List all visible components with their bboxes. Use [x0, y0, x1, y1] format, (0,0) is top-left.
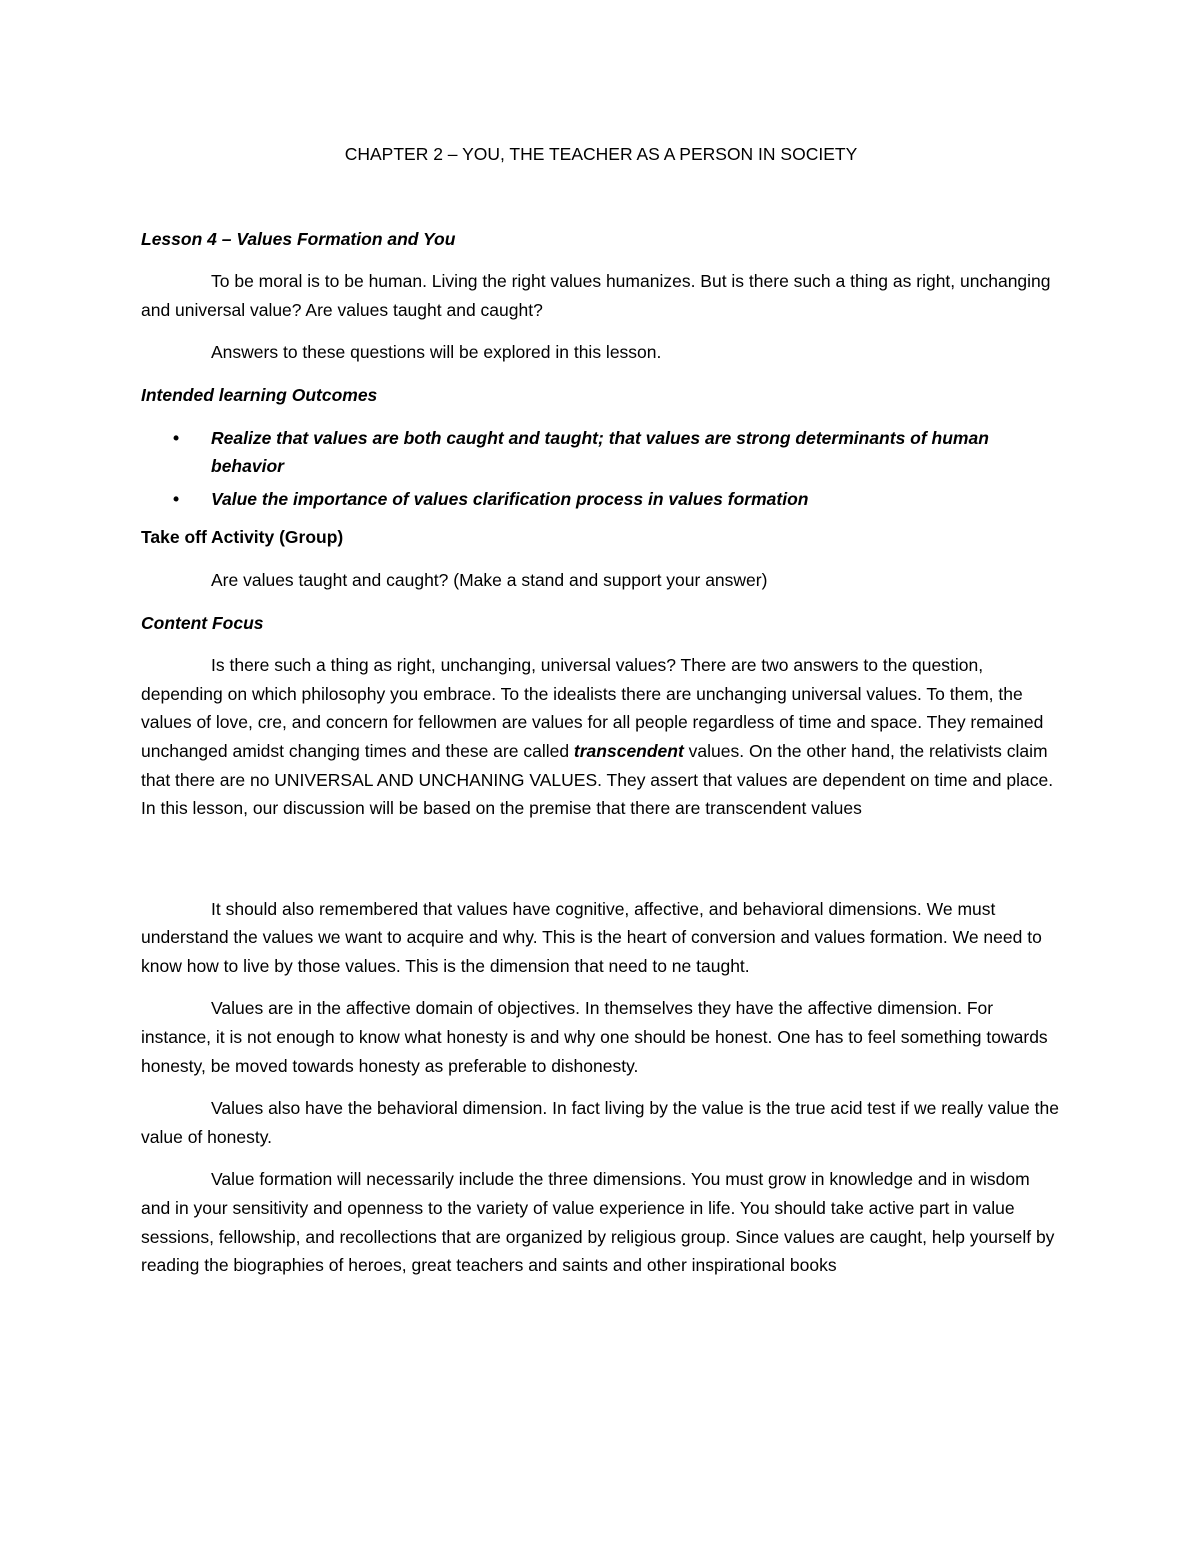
intro-answers: Answers to these questions will be explored in this lesson. [211, 342, 662, 363]
outcome-item [141, 424, 1061, 481]
bullet-icon: • [173, 427, 180, 448]
outcomes-heading: Intended learning Outcomes [141, 384, 378, 405]
content-paragraph-4: Values also have the behavioral dimension. In fact living by the value is the true acid test if we really value the value of honesty. [141, 1098, 1059, 1147]
emphasis-transcendent: transcendent [573, 740, 684, 761]
content-paragraph-3: Values are in the affective domain of objectives. In themselves they have the affective dimension. For instance, it is not enough to know what honesty is and why one should be honest. One has to feel something towards honesty, be moved towards honesty as preferable to dishonesty. [141, 998, 1048, 1076]
bullet-icon: • [173, 488, 180, 509]
blank-space [141, 837, 1061, 895]
paragraph-text: Is there such a thing as right, unchanging, universal values? There are two answers to the question, depending on which philosophy you embrace. To the idealists there are unchanging universal values. To them, the values of love, cre, and concern for fellowmen are values for all people regardless of time and space. They remained unchanged amidst changing times and these are called [141, 655, 1044, 761]
content-paragraph-5: Value formation will necessarily include the three dimensions. You must grow in knowledge and in wisdom and in your sensitivity and openness to the variety of value experience in life. You should take active part in value sessions, fellowship, and recollections that are organized by religious group. Since values are caught, help yourself by reading the biographies of heroes, great teachers and saints and other inspirational books [141, 1169, 1055, 1276]
takeoff-heading: Take off Activity (Group) [141, 527, 344, 548]
content-focus-heading: Content Focus [141, 612, 264, 633]
takeoff-text: Are values taught and caught? (Make a stand and support your answer) [211, 569, 768, 590]
document-page [141, 140, 1061, 1294]
lesson-title: Lesson 4 – Values Formation and You [141, 228, 456, 249]
content-paragraph-2: It should also remembered that values have cognitive, affective, and behavioral dimensions. We must understand the values we want to acquire and why. This is the heart of conversion and values formation. We need to know how to live by those values. This is the dimension that need to ne taught. [141, 898, 1042, 976]
outcome-text: Value the importance of values clarification process in values formation [211, 488, 809, 509]
paragraph-text: values. On the other hand, the relativists claim that there are no UNIVERSAL AND UNCHANING VALUES. They assert that values are dependent on time and place. In this lesson, our discussion will be based on the premise that there are transcendent values [141, 740, 1054, 819]
outcome-item [141, 485, 1061, 514]
outcome-text: Realize that values are both caught and taught; that values are strong determinants of human behavior [211, 427, 989, 477]
intro-paragraph: To be moral is to be human. Living the right values humanizes. But is there such a thing as right, unchanging and universal value? Are values taught and caught? [141, 271, 1051, 320]
outcomes-list [141, 424, 1061, 514]
content-paragraph-1 [141, 651, 1061, 823]
chapter-title: CHAPTER 2 – YOU, THE TEACHER AS A PERSON IN SOCIETY [344, 144, 858, 164]
